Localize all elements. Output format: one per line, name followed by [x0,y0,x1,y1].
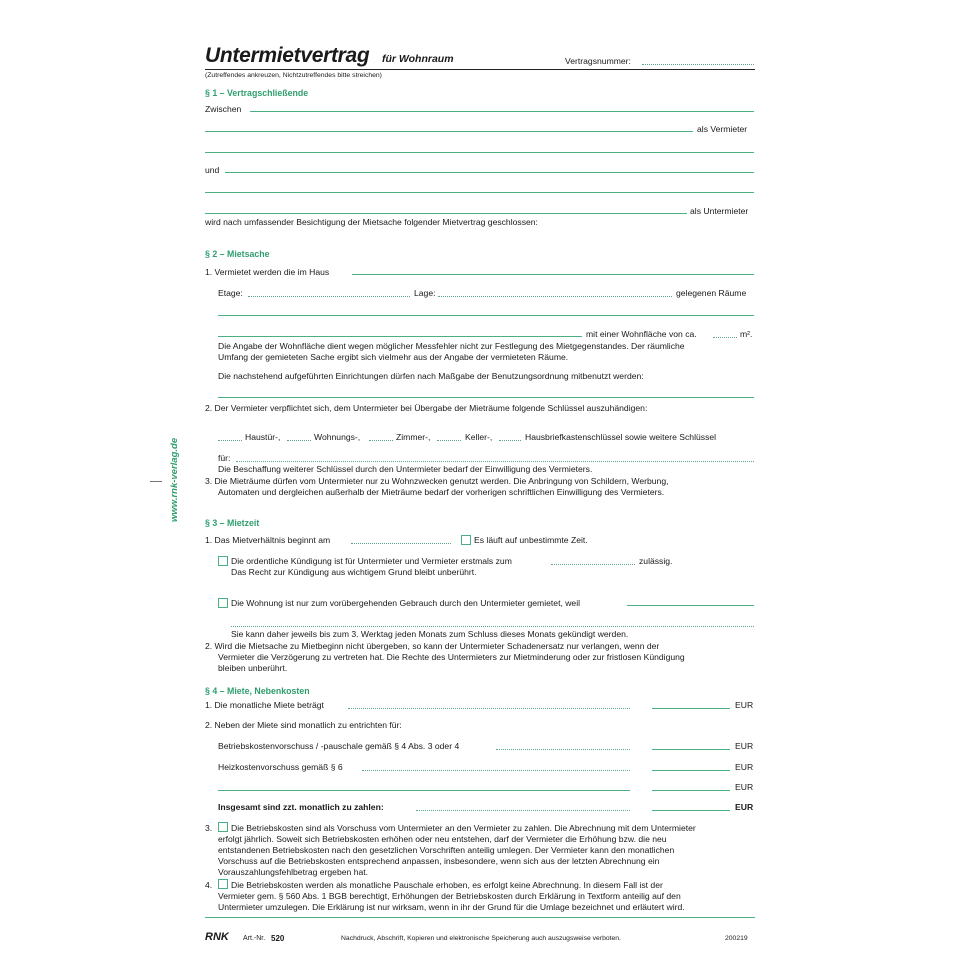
s2-p3-line2: Automaten und dergleichen außerhalb der Mieträume bedarf der vorherigen schriftlichen Einwilligung des Vermieters. [218,487,665,497]
insgesamt-amount-field[interactable] [652,810,730,811]
party1-line1[interactable] [250,111,754,112]
header-rule [205,69,755,70]
fuer-label: für: [218,453,231,463]
party1-line3[interactable] [205,152,754,153]
s4-p3-line5: Vorauszahlungsfehlbetrag ergeben hat. [218,867,369,877]
footer-rule [205,917,755,918]
einrichtungen-text: Die nachstehend aufgeführten Einrichtungen dürfen nach Maßgabe der Benutzungsordnung mitbenutzt werden: [218,371,644,381]
sonstiges-eur: EUR [735,782,754,792]
beschaffung-text: Die Beschaffung weiterer Schlüssel durch den Untermieter bedarf der Einwilligung des Vermieters. [218,464,593,474]
s2-p3-line1: 3. Die Mieträume dürfen vom Untermieter nur zu Wohnzwecken genutzt werden. Die Anbringung von Schildern, Werbung, [205,476,669,486]
kuendigung-date-field[interactable] [551,564,635,565]
s4-p2-text: 2. Neben der Miete sind monatlich zu entrichten für: [205,720,402,730]
kuendigung-text: Die ordentliche Kündigung ist für Untermieter und Vermieter erstmals zum [231,556,512,566]
publisher-url-vertical: www.rnk-verlag.de [169,437,180,522]
s3-p2-line2: Vermieter die Verzögerung zu vertreten hat. Die Rechte des Untermieters zur Mietminderung oder zur fristlosen Kündigung [218,652,685,662]
haustuer-count[interactable] [218,440,242,441]
instruction-note: (Zutreffendes ankreuzen, Nichtzutreffendes bitte streichen) [205,72,382,79]
unbestimmt-checkbox[interactable] [461,535,471,545]
insgesamt-eur: EUR [735,802,754,812]
kuendigung-checkbox[interactable] [218,556,228,566]
s2-p2-text: 2. Der Vermieter verpflichtet sich, dem Untermieter bei Übergabe der Mieträume folgende Schlüssel auszuhändigen: [205,403,648,413]
s3-p1-text: 1. Das Mietverhältnis beginnt am [205,535,331,545]
s4-p4-line3: Untermieter umzulegen. Die Erklärung ist nur wirksam, wenn in ihr der Grund für die Umlage bezeichnet und erläutert wird. [218,902,685,912]
s4-p3-line4: Vorschuss auf die Betriebskosten entsprechend anpassen, insbesondere, wenn sich aus der letzten Abrechnung ein [218,856,660,866]
section-3-heading: § 3 – Mietzeit [205,518,260,528]
etage-field[interactable] [248,296,410,297]
betriebskosten-label: Betriebskostenvorschuss / -pauschale gemäß § 4 Abs. 3 oder 4 [218,741,460,751]
weitere-schluessel-field[interactable] [236,461,754,462]
etage-label: Etage: [218,288,243,298]
grund-line1[interactable] [627,605,754,606]
lage-field[interactable] [438,296,672,297]
als-untermieter-label: als Untermieter [690,206,749,216]
sonstiges-label-field[interactable] [218,790,630,791]
heizkosten-amount-field[interactable] [652,770,730,771]
mietbeginn-field[interactable] [351,543,451,544]
betriebskosten-amount-field[interactable] [652,749,730,750]
zwischen-label: Zwischen [205,104,242,114]
s4-p3-line2: erfolgt jährlich. Soweit sich Betriebskosten erhöhen oder neu entstehen, darf der Vermieter die Erhöhung bzw. die neu [218,834,667,844]
form-code: 200219 [725,935,748,942]
und-label: und [205,165,220,175]
zulaessig-label: zulässig. [639,556,673,566]
document-title: Untermietvertrag [205,44,370,67]
keller-count[interactable] [437,440,461,441]
kuendigung-note: Das Recht zur Kündigung aus wichtigem Grund bleibt unberührt. [231,567,477,577]
rnk-logo: RNK [205,931,229,943]
miete-dots [348,708,630,709]
s2-p1-text: 1. Vermietet werden die im Haus [205,267,330,277]
s2-note-2: Umfang der gemieteten Sache ergibt sich vielmehr aus der Angabe der vermieteten Räume. [218,352,569,362]
raeume-line2[interactable] [218,336,582,337]
key-zimmer: Zimmer-, [396,432,431,442]
art-number: 520 [271,934,285,943]
voruebergehend-checkbox[interactable] [218,598,228,608]
s4-p3-line1: Die Betriebskosten sind als Vorschuss vom Untermieter an den Vermieter zu zahlen. Die Abrechnung mit dem Untermieter [231,823,696,833]
s4-p4-line2: Vermieter gem. § 560 Abs. 1 BGB berechtigt, Erhöhungen der Betriebskosten durch Erklärung in Textform anteilig auf den [218,891,681,901]
section-1-heading: § 1 – Vertragschließende [205,88,309,98]
als-vermieter-label: als Vermieter [697,124,748,134]
s4-p3-number: 3. [205,823,213,833]
section-2-heading: § 2 – Mietsache [205,249,270,259]
werktag-text: Sie kann daher jeweils bis zum 3. Werktag jeden Monats zum Schluss dieses Monats gekündigt werden. [231,629,629,639]
einrichtungen-field[interactable] [218,397,754,398]
key-wohnungs: Wohnungs-, [314,432,361,442]
heizkosten-dots [362,770,630,771]
unbestimmt-label: Es läuft auf unbestimmte Zeit. [474,535,588,545]
voruebergehend-text: Die Wohnung ist nur zum vorübergehenden Gebrauch durch den Untermieter gemietet, weil [231,598,581,608]
miete-amount-field[interactable] [652,708,730,709]
section-4-heading: § 4 – Miete, Nebenkosten [205,686,310,696]
zimmer-count[interactable] [369,440,393,441]
haus-field[interactable] [352,274,754,275]
raeume-line1[interactable] [218,315,754,316]
grund-line2[interactable] [231,626,754,627]
document-subtitle: für Wohnraum [382,53,454,65]
lage-label: Lage: [414,288,436,298]
s4-p4-number: 4. [205,880,213,890]
s3-p2-line1: 2. Wird die Mietsache zu Mietbeginn nicht übergeben, so kann der Untermieter Schadenersatz nur verlangen, wenn der [205,641,660,651]
copyright-notice: Nachdruck, Abschrift, Kopieren und elektronische Speicherung auch auszugsweise verboten. [341,935,621,942]
party2-line2[interactable] [205,192,754,193]
s4-p3-line3: entstandenen Betriebskosten nach den gesetzlichen Vorschriften anteilig umlegen. Der Vermieter kann den monatlichen [218,845,675,855]
miete-eur: EUR [735,700,754,710]
betriebskosten-eur: EUR [735,741,754,751]
m2-unit: m². [740,329,753,339]
wohnflaeche-field[interactable] [713,337,737,338]
sonstiges-amount-field[interactable] [652,790,730,791]
insgesamt-label: Insgesamt sind zzt. monatlich zu zahlen: [218,802,384,812]
key-keller: Keller-, [465,432,493,442]
vorschuss-checkbox[interactable] [218,822,228,832]
insgesamt-dots [416,810,630,811]
party1-line2[interactable] [205,131,693,132]
s2-note-1: Die Angabe der Wohnfläche dient wegen möglicher Messfehler nicht zur Festlegung des Mietgegenstandes. Der räumliche [218,341,685,351]
s4-p1-text: 1. Die monatliche Miete beträgt [205,700,324,710]
briefkasten-count[interactable] [499,440,521,441]
pauschale-checkbox[interactable] [218,879,228,889]
contract-number-label: Vertragsnummer: [565,56,631,66]
section-1-closing: wird nach umfassender Besichtigung der Mietsache folgender Mietvertrag geschlossen: [205,217,538,227]
key-briefkasten: Hausbriefkastenschlüssel sowie weitere Schlüssel [525,432,717,442]
betriebskosten-dots [496,749,630,750]
contract-number-field[interactable] [642,64,754,65]
wohnungs-count[interactable] [287,440,311,441]
side-tick [150,481,162,482]
key-haustuer: Haustür-, [245,432,281,442]
party2-line1[interactable] [225,172,754,173]
s3-p2-line3: bleiben unberührt. [218,663,288,673]
wohnflaeche-label: mit einer Wohnfläche von ca. [586,329,697,339]
heizkosten-label: Heizkostenvorschuss gemäß § 6 [218,762,343,772]
art-label: Art.-Nr. [243,935,266,942]
s4-p4-line1: Die Betriebskosten werden als monatliche Pauschale erhoben, es erfolgt keine Abrechnung. In diesem Fall ist der [231,880,663,890]
party2-line3[interactable] [205,213,687,214]
gelegenen-label: gelegenen Räume [676,288,747,298]
heizkosten-eur: EUR [735,762,754,772]
